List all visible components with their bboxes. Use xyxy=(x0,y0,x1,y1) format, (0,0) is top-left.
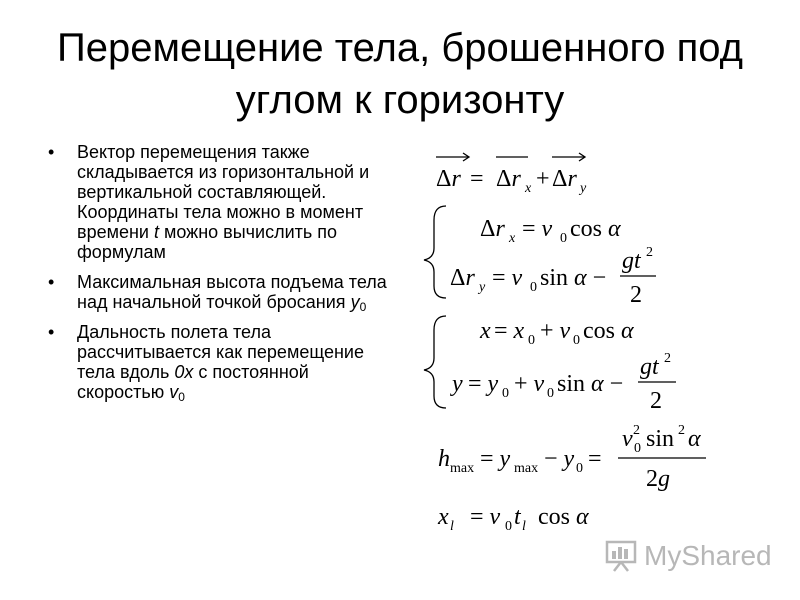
svg-text:0: 0 xyxy=(505,519,512,534)
bullet-dot: • xyxy=(48,322,55,342)
svg-text:+ v: + v xyxy=(514,371,545,397)
svg-text:Δr: Δr xyxy=(552,166,577,192)
bullet-italic-var: y xyxy=(350,292,360,312)
bullet-text-rest: можно вычислить по формулам xyxy=(77,222,338,262)
svg-text:cos α: cos α xyxy=(570,216,621,242)
formula-max-height xyxy=(438,423,706,492)
svg-text:= v: = v xyxy=(492,265,523,291)
svg-text:0: 0 xyxy=(528,333,535,348)
svg-text:x: x xyxy=(525,181,532,196)
svg-text:2: 2 xyxy=(678,423,685,438)
bullet-text-mid: с постоянной скоростью xyxy=(77,362,309,402)
presentation-board-icon xyxy=(604,538,638,572)
svg-text:h: h xyxy=(438,446,450,472)
svg-text:x: x xyxy=(438,504,449,530)
svg-text:=: = xyxy=(470,166,484,192)
svg-text:cos α: cos α xyxy=(538,504,589,530)
bullet-text: Вектор перемещения также складывается из горизонтальной и вертикальной составляющей. Координаты тела можно в момент времени xyxy=(77,142,370,242)
svg-text:0: 0 xyxy=(576,461,583,476)
svg-text:− y: − y xyxy=(544,446,575,472)
svg-text:max: max xyxy=(450,461,475,476)
formula-image xyxy=(410,140,790,540)
svg-text:Δr: Δr xyxy=(450,265,475,291)
svg-text:α: α xyxy=(688,426,701,452)
svg-text:0: 0 xyxy=(547,386,554,401)
svg-text:=: = xyxy=(588,446,602,472)
bullet-italic-axis: 0x xyxy=(174,362,194,382)
svg-text:x: x xyxy=(480,318,491,344)
bullet-text: Дальность полета тела рассчитывается как перемещение тела вдоль xyxy=(77,322,364,382)
formula-coordinates-system xyxy=(424,316,676,414)
svg-text:Δr: Δr xyxy=(436,166,461,192)
bullet-item-vector xyxy=(48,142,398,262)
svg-text:= x: = x xyxy=(494,318,525,344)
svg-text:0: 0 xyxy=(560,231,567,246)
svg-text:v: v xyxy=(622,426,633,452)
formula-panel xyxy=(410,140,790,540)
svg-text:gt: gt xyxy=(640,354,659,380)
formula-range xyxy=(437,504,589,534)
bullet-subscript: 0 xyxy=(359,300,367,314)
svg-text:gt: gt xyxy=(622,248,641,274)
bullet-italic-var: v xyxy=(169,382,179,402)
svg-text:sin α −: sin α − xyxy=(540,265,607,291)
svg-text:2: 2 xyxy=(633,423,640,438)
svg-text:x: x xyxy=(509,231,516,246)
svg-text:y: y xyxy=(452,371,463,397)
page-title: Перемещение тела, брошенного под углом к горизонту xyxy=(57,26,743,122)
svg-text:2: 2 xyxy=(630,282,642,308)
svg-text:max: max xyxy=(514,461,539,476)
svg-text:l: l xyxy=(450,519,454,534)
formula-displacement-vector xyxy=(436,153,587,196)
watermark xyxy=(604,538,774,574)
svg-text:Δr: Δr xyxy=(480,216,505,242)
svg-text:2g: 2g xyxy=(646,466,670,492)
svg-text:0: 0 xyxy=(502,386,509,401)
svg-text:= v: = v xyxy=(522,216,553,242)
svg-text:0: 0 xyxy=(573,333,580,348)
svg-text:2: 2 xyxy=(650,388,662,414)
bullet-list xyxy=(48,142,398,412)
bullet-item-range xyxy=(48,322,398,402)
svg-text:0: 0 xyxy=(634,441,641,456)
svg-text:sin: sin xyxy=(646,426,675,452)
svg-text:= y: = y xyxy=(468,371,499,397)
bullet-dot: • xyxy=(48,272,55,292)
svg-text:2: 2 xyxy=(646,245,653,260)
svg-text:l: l xyxy=(522,519,526,534)
svg-text:y: y xyxy=(580,181,587,196)
svg-text:= y: = y xyxy=(480,446,511,472)
svg-text:+ v: + v xyxy=(540,318,571,344)
svg-text:= v: = v xyxy=(470,504,501,530)
svg-text:Δr: Δr xyxy=(496,166,521,192)
bullet-item-max-height xyxy=(48,272,398,312)
bullet-italic-var: t xyxy=(153,222,159,242)
svg-text:+: + xyxy=(536,166,550,192)
bullet-dot: • xyxy=(48,142,55,162)
watermark-text: MyShared xyxy=(644,540,772,571)
svg-text:y: y xyxy=(479,280,486,295)
svg-text:0: 0 xyxy=(530,280,537,295)
formula-displacement-system xyxy=(424,206,656,308)
svg-text:sin α −: sin α − xyxy=(557,371,624,397)
svg-text:t: t xyxy=(514,504,521,530)
svg-text:2: 2 xyxy=(664,351,671,366)
bullet-subscript: 0 xyxy=(178,390,185,404)
svg-text:cos α: cos α xyxy=(583,318,634,344)
bullet-text: Максимальная высота подъема тела над начальной точкой бросания xyxy=(77,272,387,312)
